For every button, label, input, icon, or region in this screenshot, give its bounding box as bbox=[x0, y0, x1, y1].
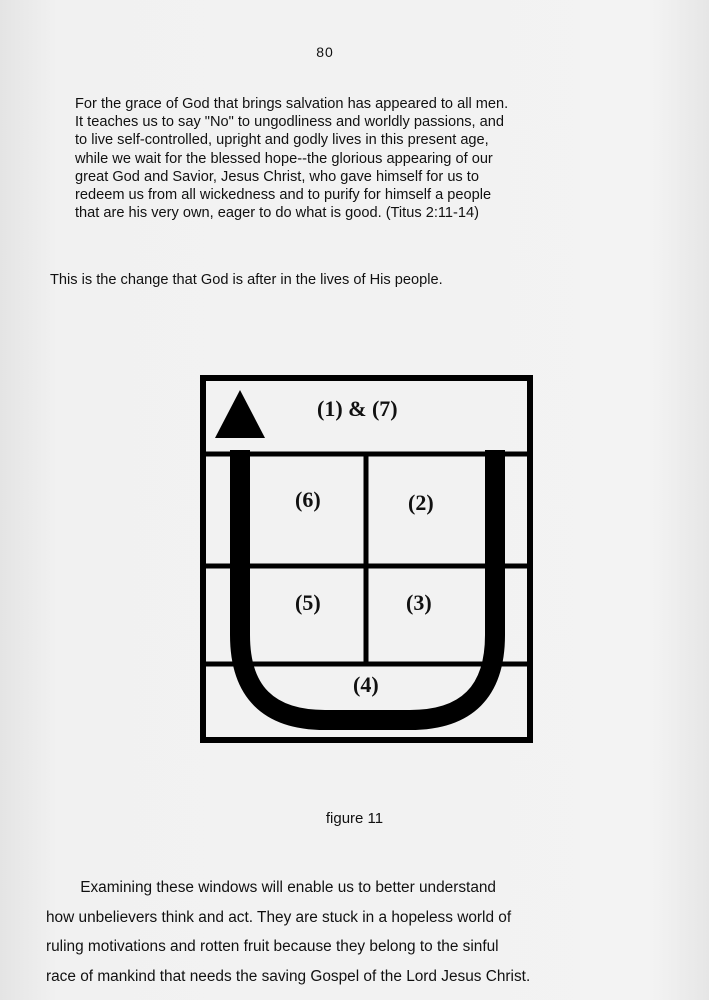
body-paragraph bbox=[46, 873, 686, 991]
body-line: how unbelievers think and act. They are stuck in a hopeless world of bbox=[46, 908, 512, 926]
statement-line: This is the change that God is after in the lives of His people. bbox=[50, 272, 443, 288]
quote-line: to live self-controlled, upright and godly lives in this present age, bbox=[75, 132, 489, 149]
arrow-head-icon bbox=[215, 390, 265, 438]
figure-windows-diagram bbox=[195, 370, 535, 750]
quote-line: For the grace of God that brings salvation has appeared to all men. bbox=[75, 96, 509, 112]
scripture-quote bbox=[75, 95, 645, 222]
body-line: race of mankind that needs the saving Gospel of the Lord Jesus Christ. bbox=[46, 967, 531, 985]
label-window-6: (6) bbox=[295, 487, 321, 512]
label-window-5: (5) bbox=[295, 590, 321, 615]
label-window-1-7: (1) & (7) bbox=[317, 396, 398, 421]
page-number: 80 bbox=[316, 44, 334, 60]
body-line: ruling motivations and rotten fruit because they belong to the sinful bbox=[46, 938, 499, 955]
label-window-3: (3) bbox=[406, 590, 432, 615]
body-line: Examining these windows will enable us to better understand bbox=[46, 879, 496, 896]
quote-line: It teaches us to say "No" to ungodliness and worldly passions, and bbox=[75, 114, 504, 131]
figure-caption: figure 11 bbox=[325, 810, 384, 827]
quote-line: redeem us from all wickedness and to purify for himself a people bbox=[75, 187, 492, 204]
quote-line: great God and Savior, Jesus Christ, who gave himself for us to bbox=[75, 168, 479, 185]
quote-line: while we wait for the blessed hope--the glorious appearing of our bbox=[75, 150, 493, 167]
label-window-4: (4) bbox=[353, 672, 379, 697]
quote-line: that are his very own, eager to do what is good. (Titus 2:11-14) bbox=[75, 205, 479, 222]
label-window-2: (2) bbox=[408, 490, 434, 515]
